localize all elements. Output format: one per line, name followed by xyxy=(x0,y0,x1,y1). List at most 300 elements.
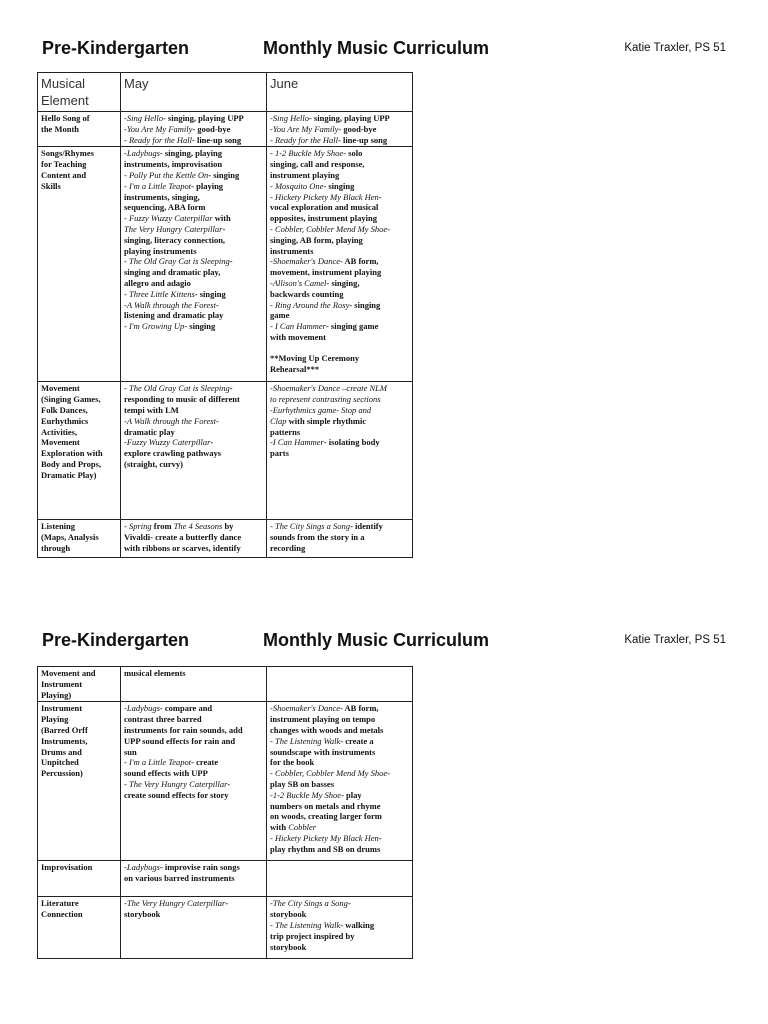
cell-line xyxy=(270,213,409,224)
title-text: Hickety Pickety My Black Hen xyxy=(274,191,379,202)
description-text: - create xyxy=(191,757,219,768)
author-label: Katie Traxler, PS 51 xyxy=(624,634,726,646)
description-text: - xyxy=(229,383,233,394)
cell-line xyxy=(124,725,263,736)
description-text: - AB form, xyxy=(340,703,379,714)
element-line: Movement and xyxy=(41,668,96,678)
line-prefix: - xyxy=(270,134,275,145)
title-text: Ladybugs xyxy=(126,148,160,159)
description-text: - identify xyxy=(350,521,383,532)
cell-line xyxy=(270,844,409,855)
cell-line xyxy=(270,920,409,931)
cell-line xyxy=(124,202,263,213)
line-prefix: - xyxy=(124,415,127,426)
cell-line xyxy=(270,405,409,416)
description-text: - isolating body xyxy=(323,437,380,448)
cell-line xyxy=(270,736,409,747)
june-cell xyxy=(267,382,413,520)
title-text: Eurhythmics game- Stop and xyxy=(272,404,372,415)
cell-line xyxy=(270,235,409,246)
cell-line xyxy=(124,192,263,203)
cell-line xyxy=(270,725,409,736)
title-text: The 4 Seasons xyxy=(173,521,223,532)
line-prefix: - xyxy=(124,148,127,159)
cell-line xyxy=(270,703,409,714)
line-prefix: - xyxy=(124,213,129,224)
description-text: - play xyxy=(341,789,362,800)
description-text: - solo xyxy=(343,148,363,159)
cell-line xyxy=(124,521,263,532)
element-cell xyxy=(38,702,121,861)
description-text: - walking xyxy=(340,919,375,930)
cell-line xyxy=(270,747,409,758)
element-line: for Teaching xyxy=(41,159,87,170)
page-2 xyxy=(0,612,768,1024)
cell-line xyxy=(124,448,263,459)
description-text: instruments for rain sounds, add xyxy=(124,724,243,735)
june-cell xyxy=(267,520,413,558)
element-line: (Maps, Analysis xyxy=(41,532,99,543)
cell-line xyxy=(270,790,409,801)
element-line: (Singing Games, xyxy=(41,394,101,405)
line-prefix: - xyxy=(124,123,127,134)
cell-line xyxy=(270,181,409,192)
cell-line xyxy=(270,714,409,725)
title-text: Sing Hello xyxy=(272,113,309,123)
title-text: 1-2 Buckle My Shoe xyxy=(272,789,342,800)
title-text: The Very Hungry Caterpillar xyxy=(124,223,223,234)
line-prefix: - xyxy=(124,169,129,180)
cell-line xyxy=(270,909,409,920)
description-text: numbers on metals and rhyme xyxy=(270,800,381,811)
description-text: - line-up song xyxy=(192,134,242,145)
cell-line xyxy=(270,159,409,170)
title-text: Cobbler xyxy=(288,822,317,833)
description-text: changes with woods and metals xyxy=(270,724,384,735)
element-line: Songs/Rhymes xyxy=(41,148,94,159)
cell-line xyxy=(124,289,263,300)
element-line: Percussion) xyxy=(41,768,83,779)
line-prefix: - xyxy=(270,180,275,191)
description-text: on various barred instruments xyxy=(124,873,235,884)
cell-line xyxy=(270,383,409,394)
cell-line xyxy=(124,427,263,438)
description-text: explore crawling pathways xyxy=(124,448,222,459)
june-cell xyxy=(267,702,413,861)
element-cell xyxy=(38,861,121,897)
element-cell xyxy=(38,112,121,147)
title-text: The City Sings a Song xyxy=(274,521,351,532)
description-text: - good-bye xyxy=(338,123,377,134)
description-text: on woods, creating larger form xyxy=(270,811,382,822)
title-text: Cobbler, Cobbler Mend My Shoe xyxy=(274,223,388,234)
element-line: Unpitched xyxy=(41,757,79,768)
element-line: Skills xyxy=(41,180,61,191)
cell-line xyxy=(124,862,263,873)
line-prefix: - xyxy=(270,113,273,123)
line-prefix: - xyxy=(270,898,273,909)
element-cell xyxy=(38,667,121,702)
element-line: through xyxy=(41,542,71,553)
description-text: storybook xyxy=(270,909,307,920)
cell-line xyxy=(270,801,409,812)
description-text: patterns xyxy=(270,426,301,437)
title-text: The Old Gray Cat is Sleeping xyxy=(128,256,230,267)
title-text: Sing Hello xyxy=(126,113,163,123)
element-line: Instrument xyxy=(41,678,83,689)
description-text: contrast three barred xyxy=(124,714,202,725)
cell-line xyxy=(270,246,409,257)
description-text: soundscape with instruments xyxy=(270,746,376,757)
description-text: singing and dramatic play, xyxy=(124,267,221,278)
element-line: Playing) xyxy=(41,689,72,700)
title-text: Three Little Kittens xyxy=(128,288,195,299)
cell-line xyxy=(270,822,409,833)
line-prefix: - xyxy=(124,383,129,394)
title-text: to represent contrasting sections xyxy=(270,394,381,405)
description-text: play SB on basses xyxy=(270,778,335,789)
table-row xyxy=(38,147,413,382)
element-line: Eurhythmics xyxy=(41,415,89,426)
description-text: singing, literacy connection, xyxy=(124,234,226,245)
page-header xyxy=(0,630,768,652)
description-text: - singing xyxy=(208,169,240,180)
cell-line xyxy=(270,942,409,953)
cell-line xyxy=(270,768,409,779)
description-text: - xyxy=(227,778,231,789)
cell-line xyxy=(124,768,263,779)
title-text: The Very Hungry Caterpillar xyxy=(126,898,226,909)
line-prefix: - xyxy=(270,919,275,930)
line-prefix: - xyxy=(124,437,127,448)
description-text: - singing, xyxy=(326,277,360,288)
title-text: Shoemaker's Dance xyxy=(272,703,341,714)
description-text: (straight, curvy) xyxy=(124,458,184,469)
element-line: Body and Props, xyxy=(41,458,102,469)
cell-line xyxy=(124,873,263,884)
title-text: Shoemaker's Dance –create NLM xyxy=(272,383,387,394)
description-text: storybook xyxy=(124,909,161,920)
grade-title: Pre-Kindergarten xyxy=(42,630,190,650)
description-text: sun xyxy=(124,746,137,757)
element-line: Folk Dances, xyxy=(41,404,88,415)
may-cell xyxy=(121,702,267,861)
cell-line xyxy=(270,811,409,822)
title-text: Fuzzy Wuzzy Caterpillar xyxy=(128,213,213,224)
description-text: Rehearsal*** xyxy=(270,363,320,374)
cell-line xyxy=(270,779,409,790)
cell-line xyxy=(124,543,263,554)
line-prefix: - xyxy=(270,437,273,448)
description-text: - xyxy=(347,898,351,909)
description-text: from xyxy=(151,521,174,532)
title-text: Ring Around the Rosy xyxy=(274,299,350,310)
line-prefix: - xyxy=(124,778,129,789)
description-text: parts xyxy=(270,448,289,459)
may-cell xyxy=(121,147,267,382)
description-text: for the book xyxy=(270,757,315,768)
description-text: instruments xyxy=(270,245,314,256)
description-text: - xyxy=(225,898,229,909)
line-prefix: - xyxy=(270,123,273,134)
title-text: Clap xyxy=(270,415,287,426)
element-line: Connection xyxy=(41,909,83,920)
cell-line xyxy=(270,278,409,289)
description-text: - xyxy=(387,223,390,234)
description-text: with simple rhythmic xyxy=(286,415,367,426)
cell-line xyxy=(124,394,263,405)
line-prefix: - xyxy=(124,862,127,873)
cell-line xyxy=(270,192,409,203)
description-text: with xyxy=(270,822,289,833)
cell-line xyxy=(124,459,263,470)
table-row xyxy=(38,702,413,861)
cell-line xyxy=(270,394,409,405)
element-line: Drums and xyxy=(41,746,82,757)
description-text: - singing, playing UPP xyxy=(162,113,244,123)
cell-line xyxy=(124,267,263,278)
cell-line xyxy=(124,790,263,801)
column-header-may: May xyxy=(121,73,267,112)
description-text: - singing xyxy=(194,288,226,299)
line-prefix: - xyxy=(270,299,275,310)
element-line: Playing xyxy=(41,714,69,725)
line-prefix: - xyxy=(270,256,273,267)
description-text: musical elements xyxy=(124,668,186,678)
line-prefix: - xyxy=(270,768,275,779)
element-cell xyxy=(38,147,121,382)
table-row xyxy=(38,667,413,702)
description-text: sounds from the story in a xyxy=(270,532,365,543)
description-text: - xyxy=(210,437,214,448)
cell-line xyxy=(124,181,263,192)
cell-line xyxy=(270,267,409,278)
description-text: UPP sound effects for rain and xyxy=(124,735,236,746)
description-text: **Moving Up Ceremony xyxy=(270,352,360,363)
description-text: - xyxy=(378,832,382,843)
description-text: with ribbons or scarves, identify xyxy=(124,542,241,553)
description-text: - xyxy=(387,768,390,779)
title-text: Polly Put the Kettle On xyxy=(128,169,209,180)
description-text: - xyxy=(215,415,219,426)
title-text: Mosquito One xyxy=(274,180,324,191)
june-cell xyxy=(267,147,413,382)
cell-line xyxy=(270,757,409,768)
element-line: Hello Song of xyxy=(41,113,90,123)
title-text: The City Sings a Song xyxy=(272,898,348,909)
description-text: recording xyxy=(270,542,306,553)
may-cell xyxy=(121,112,267,147)
description-text: - AB form, xyxy=(340,256,379,267)
curriculum-table xyxy=(37,72,413,558)
description-text: game xyxy=(270,310,290,321)
table-row xyxy=(38,382,413,520)
line-prefix: - xyxy=(124,256,129,267)
cell-line xyxy=(270,310,409,321)
cell-line xyxy=(124,135,263,146)
description-text: play rhythm and SB on drums xyxy=(270,843,381,854)
description-text: - singing, playing UPP xyxy=(308,113,390,123)
line-prefix: - xyxy=(270,521,275,532)
element-line: (Barred Orff xyxy=(41,724,88,735)
title-text: The Listening Walk xyxy=(274,919,341,930)
title-text: I'm Growing Up xyxy=(128,321,185,332)
description-text: responding to music of different xyxy=(124,394,240,405)
description-text: - xyxy=(215,299,219,310)
description-text: - line-up song xyxy=(338,134,388,145)
description-text: storybook xyxy=(270,941,307,952)
description-text: trip project inspired by xyxy=(270,930,355,941)
line-prefix: - xyxy=(270,735,275,746)
cell-line xyxy=(124,437,263,448)
element-line: Movement xyxy=(41,437,80,448)
description-text: sequencing, ABA form xyxy=(124,202,206,213)
curriculum-title: Monthly Music Curriculum xyxy=(263,38,490,58)
cell-line xyxy=(270,448,409,459)
title-text: Shoemaker's Dance xyxy=(272,256,341,267)
line-prefix: - xyxy=(124,757,129,768)
line-prefix: - xyxy=(270,191,275,202)
description-text: - create a xyxy=(340,735,374,746)
table-row xyxy=(38,861,413,897)
curriculum-table xyxy=(37,666,413,959)
element-line: Activities, xyxy=(41,426,78,437)
title-text: I'm a Little Teapot xyxy=(128,757,192,768)
cell-line xyxy=(270,364,409,375)
description-text: - xyxy=(378,191,382,202)
element-line: Instruments, xyxy=(41,735,88,746)
description-text: - singing xyxy=(323,180,355,191)
element-line: the Month xyxy=(41,123,80,134)
title-text: Ready for the Hall xyxy=(274,134,338,145)
title-text: I'm a Little Teapot xyxy=(128,180,192,191)
description-text: - improvise rain songs xyxy=(159,862,240,873)
title-text: Cobbler, Cobbler Mend My Shoe xyxy=(274,768,388,779)
description-text: - playing xyxy=(191,180,224,191)
cell-line xyxy=(270,148,409,159)
cell-line xyxy=(270,427,409,438)
cell-line xyxy=(270,543,409,554)
cell-line xyxy=(124,416,263,427)
description-text: - singing, playing xyxy=(159,148,223,159)
cell-line xyxy=(270,521,409,532)
line-prefix: - xyxy=(124,180,129,191)
description-text: tempi with LM xyxy=(124,404,179,415)
cell-line xyxy=(270,833,409,844)
cell-line xyxy=(124,898,263,909)
description-text: sound effects with UPP xyxy=(124,768,208,779)
cell-line xyxy=(124,159,263,170)
description-text: playing instruments xyxy=(124,245,197,256)
cell-line xyxy=(124,148,263,159)
description-text: opposites, instrument playing xyxy=(270,213,377,224)
description-text: - singing xyxy=(349,299,381,310)
cell-line xyxy=(270,113,409,124)
cell-line xyxy=(270,224,409,235)
description-text: instruments, singing, xyxy=(124,191,200,202)
description-text: - xyxy=(229,256,233,267)
description-text: movement, instrument playing xyxy=(270,267,382,278)
description-text: instruments, improvisation xyxy=(124,159,223,170)
cell-line xyxy=(270,289,409,300)
cell-line xyxy=(270,300,409,311)
table-row xyxy=(38,520,413,558)
table-row xyxy=(38,897,413,959)
cell-line xyxy=(124,532,263,543)
cell-line xyxy=(124,703,263,714)
cell-line xyxy=(270,532,409,543)
line-prefix: - xyxy=(124,898,127,909)
description-text: backwards counting xyxy=(270,288,344,299)
cell-line xyxy=(124,321,263,332)
cell-line xyxy=(270,332,409,343)
title-text: The Listening Walk xyxy=(274,735,341,746)
grade-title: Pre-Kindergarten xyxy=(42,38,190,58)
line-prefix: - xyxy=(124,134,129,145)
cell-line xyxy=(124,124,263,135)
element-line: Instrument xyxy=(41,703,83,714)
element-line: Exploration with xyxy=(41,448,103,459)
description-text: listening and dramatic play xyxy=(124,310,224,321)
june-cell xyxy=(267,897,413,959)
may-cell xyxy=(121,520,267,558)
june-cell xyxy=(267,861,413,897)
cell-line xyxy=(270,170,409,181)
column-header-june: June xyxy=(267,73,413,112)
cell-line xyxy=(124,256,263,267)
title-text: A Walk through the Forest xyxy=(126,299,216,310)
description-text: - singing xyxy=(184,321,216,332)
cell-line xyxy=(270,898,409,909)
element-cell xyxy=(38,520,121,558)
cell-line xyxy=(124,736,263,747)
cell-line xyxy=(124,383,263,394)
description-text: allegro and adagio xyxy=(124,277,191,288)
description-text: dramatic play xyxy=(124,426,175,437)
description-text: with xyxy=(212,213,231,224)
title-text: The Old Gray Cat is Sleeping xyxy=(128,383,230,394)
title-text: You Are My Family xyxy=(126,123,193,134)
cell-line xyxy=(124,405,263,416)
element-line: Dramatic Play) xyxy=(41,469,97,480)
element-line: Literature xyxy=(41,898,79,909)
cell-line xyxy=(124,747,263,758)
title-text: The Very Hungry Caterpillar xyxy=(128,778,228,789)
element-line: Improvisation xyxy=(41,862,93,873)
element-line: Movement xyxy=(41,383,80,394)
line-prefix: - xyxy=(124,521,129,532)
line-prefix: - xyxy=(270,832,275,843)
cell-line xyxy=(270,256,409,267)
may-cell xyxy=(121,861,267,897)
description-text: - xyxy=(222,223,226,234)
description-text: Vivaldi- create a butterfly dance xyxy=(124,532,242,543)
description-text: instrument playing on tempo xyxy=(270,714,376,725)
cell-line xyxy=(124,235,263,246)
author-label: Katie Traxler, PS 51 xyxy=(624,42,726,54)
element-line: Listening xyxy=(41,521,76,532)
title-text: A Walk through the Forest xyxy=(126,415,216,426)
cell-line xyxy=(270,931,409,942)
line-prefix: - xyxy=(270,223,275,234)
description-text: by xyxy=(222,521,234,532)
cell-line xyxy=(270,135,409,146)
description-text: vocal exploration and musical xyxy=(270,202,379,213)
cell-line xyxy=(124,113,263,124)
cell-line xyxy=(270,343,409,353)
may-cell xyxy=(121,897,267,959)
may-cell xyxy=(121,667,267,702)
